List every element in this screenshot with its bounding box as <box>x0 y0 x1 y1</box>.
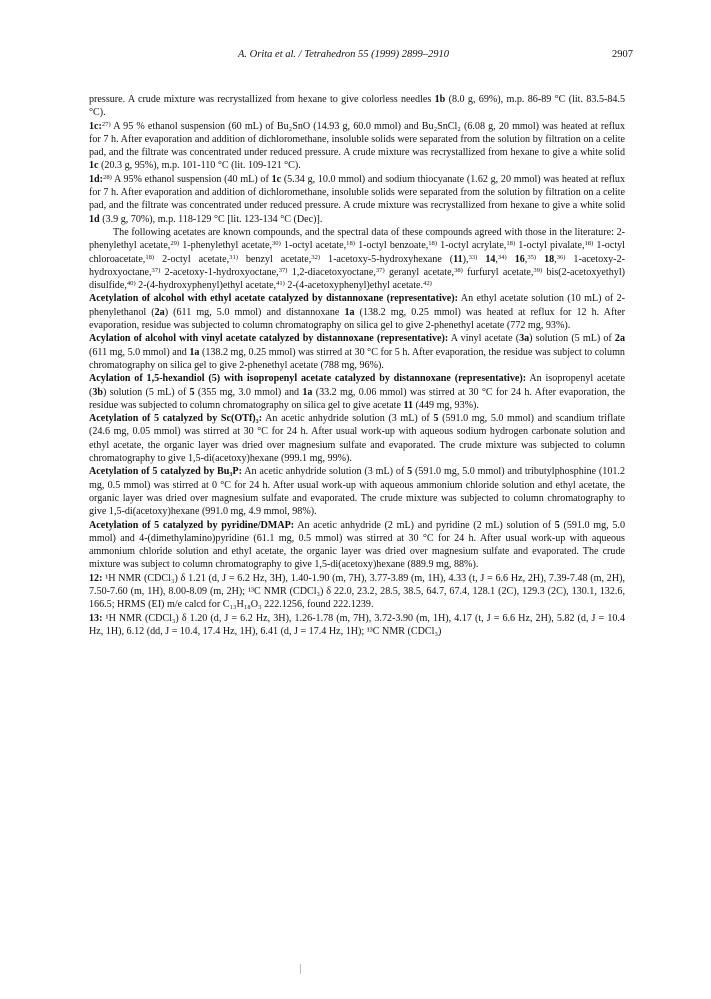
text-run: furfuryl acetate, <box>462 266 534 278</box>
bold-text: 1d: <box>89 173 104 185</box>
text-run: , <box>524 253 528 265</box>
text-run: 1-octyl chloroacetate, <box>89 240 625 265</box>
text-run: 1,2-diacetoxyoctane, <box>287 266 376 278</box>
bold-text: 3a <box>519 333 530 345</box>
bold-text: 14 <box>485 253 496 265</box>
paragraph-p1 <box>89 93 625 120</box>
text-run: (20.3 g, 95%), m.p. 101-110 °C (lit. 109-121 °C). <box>98 160 301 172</box>
bold-text: 5 <box>189 386 195 398</box>
article-body <box>89 93 625 638</box>
text-run: 1-octyl acetate, <box>280 240 347 252</box>
text-run: 1-octyl benzoate, <box>354 240 429 252</box>
reference-marker: 36) <box>556 253 566 261</box>
reference-marker: 32) <box>311 253 321 261</box>
bold-text: 1a <box>344 306 355 318</box>
text-run: An acetic anhydride (2 mL) and pyridine (2 mL) solution of <box>294 519 555 531</box>
text-run: ) solution (5 mL) of <box>103 386 190 398</box>
reference-marker: 38) <box>454 266 463 274</box>
text-run: (355 mg, 3.0 mmol) and <box>194 386 303 398</box>
text-run: 1-phenylethyl acetate, <box>179 240 272 252</box>
text-run: The following acetates are known compounds, and the spectral data of these compounds agreed with those in the literature: 2-phenylethyl acetate, <box>89 226 625 252</box>
reference-marker: 40) <box>126 280 136 288</box>
reference-marker: 27) <box>101 120 111 128</box>
paragraph-p8 <box>89 412 625 465</box>
text-run: (33.2 mg, 0.06 mmol) was stirred at 30 °C for 24 h. After evaporation, the residue was subjected to column chromatography on silica gel to give acetate <box>89 386 625 411</box>
paragraph-p3 <box>89 173 625 226</box>
paragraph-p9 <box>89 465 625 518</box>
text-run: An ethyl acetate solution (10 mL) of 2-phenylethanol ( <box>89 293 625 318</box>
bold-text: Acylation of alcohol with vinyl acetate catalyzed by distannoxane (representative): <box>89 333 449 345</box>
text-run: (8.0 g, 69%), m.p. 86-89 °C (lit. 83.5-84.5 °C). <box>89 94 626 119</box>
text-run: geranyl acetate, <box>384 266 455 278</box>
paragraph-p7 <box>89 372 625 412</box>
text-run: (5.34 g, 10.0 mmol) and sodium thiocyanate (1.62 g, 20 mmol) was heated at reflux for 7 h. After evaporation and addition of dichloromethane, insoluble solids were separated from the solution by filtration on a celite pad, and the filtrate was concentrated under reduced pressure. A crude mixture was recrystallized from hexane to give a white solid <box>89 173 625 212</box>
text-run: A 95 % ethanol suspension (60 mL) of Bu₂SnO (14.93 g, 60.0 mmol) and Bu₂SnCl₂ (6.08 g, 20 mmol) was heated at reflux for 7 h. After evaporation and addition of dichloromethane, insoluble solids were separated from the solution by filtration on a celite pad, and the filtrate was concentrated under reduced pressure. A crude mixture was recrystallized from hexane to give a white solid <box>89 120 625 159</box>
bold-text: 5 <box>433 413 439 425</box>
text-run: 2-(4-acetoxyphenyl)ethyl acetate. <box>284 280 424 292</box>
bold-text: 1c <box>89 160 99 172</box>
text-run: benzyl acetate, <box>237 253 312 265</box>
text-run <box>536 254 544 265</box>
paragraph-p4 <box>89 226 625 292</box>
bold-text: 3b <box>92 386 104 398</box>
text-run: pressure. A crude mixture was recrystallized from hexane to give colorless needles <box>89 94 435 105</box>
text-run: (138.2 mg, 0.25 mmol) was heated at reflux for 12 h. After evaporation, residue was subjected to column chromatography on silica gel to give 2-phenethyl acetate (772 mg, 93%). <box>89 306 625 332</box>
text-run: ) (611 mg, 5.0 mmol) and distannoxane <box>164 306 345 318</box>
text-run: 2-acetoxy-1-hydroxyoctane, <box>160 266 279 278</box>
bold-text: 1a <box>302 386 313 398</box>
journal-citation: A. Orita et al. / Tetrahedron 55 (1999) 2899–2910 <box>238 49 449 60</box>
bold-text: 1c: <box>89 120 102 132</box>
bold-text: Acetylation of 5 catalyzed by pyridine/DMAP: <box>89 519 295 531</box>
text-run: 2-(4-hydroxyphenyl)ethyl acetate, <box>135 280 277 292</box>
reference-marker: 29) <box>170 240 180 248</box>
text-run: , <box>495 253 498 265</box>
bold-text: Acetylation of 5 catalyzed by Bu₃P: <box>89 466 242 478</box>
text-run: (591.0 mg, 5.0 mmol) and scandium triflate (24.6 mg, 0.05 mmol) was stirred at 30 °C for 24 h. After usual work-up with aqueous sodium hydrogen carbonate solution and ethyl acetate, the organic layer was dried over magnesium sulfate and evaporated. The crude mixture was subjected to column chromatography to give 1,5-di(acetoxy)hexane (999.1 mg, 99%). <box>89 413 625 465</box>
page-number: 2907 <box>612 49 633 60</box>
reference-marker: 42) <box>423 280 432 288</box>
text-run: bis(2-acetoxyethyl) disulfide, <box>89 266 625 292</box>
text-run: 1-octyl pivalate, <box>515 240 585 252</box>
bold-text: 1d <box>89 213 100 225</box>
paragraph-p2 <box>89 120 625 173</box>
bold-text: Acetylation of alcohol with ethyl acetate catalyzed by distannoxane (representative): <box>89 293 459 305</box>
bold-text: 2a <box>154 306 165 318</box>
bold-text: 1b <box>434 94 446 105</box>
bold-text: 1c <box>271 173 282 185</box>
text-run: , <box>554 253 557 265</box>
reference-marker: 18) <box>145 253 155 261</box>
reference-marker: 41) <box>276 280 285 288</box>
text-run: (449 mg, 93%). <box>413 399 479 411</box>
text-run: A 95% ethanol suspension (40 mL) of <box>111 173 272 185</box>
reference-marker: 37) <box>151 266 161 274</box>
text-run: ¹H NMR (CDCl₃) δ 1.20 (d, J = 6.2 Hz, 3H), 1.26-1.78 (m, 7H), 3.72-3.90 (m, 1H), 4.17 (t, J = 6.6 Hz, 2H), 5.82 (d, J = 10.4 Hz, 1H), 6.12 (dd, J = 10.4, 17.4 Hz, 1H), 6.41 (d, J = 17.4 Hz, 1H); ¹³C NMR (CDCl₃) <box>89 612 625 637</box>
reference-marker: 30) <box>271 240 281 248</box>
bold-text: 1a <box>189 346 200 358</box>
bold-text: 16 <box>514 253 525 265</box>
bold-text: Acetylation of 5 catalyzed by Sc(OTf)₃: <box>89 413 263 425</box>
bold-text: 13: <box>89 612 103 624</box>
bold-text: 5 <box>407 466 413 478</box>
paragraph-p6 <box>89 332 625 372</box>
text-run: 1-acetoxy-2-hydroxyoctane, <box>89 253 625 278</box>
paragraph-p11 <box>89 572 625 612</box>
text-run: (611 mg, 5.0 mmol) and <box>89 346 190 358</box>
bold-text: 18 <box>544 253 555 265</box>
paragraph-p12 <box>89 612 625 639</box>
reference-marker: 18) <box>346 240 355 248</box>
text-run: (591.0 mg, 5.0 mmol) and tributylphosphine (101.2 mg, 0.5 mmol) was stirred at 0 °C for 24 h. After usual work-up with aqueous ammonium chloride solution and ethyl acetate, the organic layer was dried over magnesium sulfate and evaporated. The crude mixture was subjected to column chromatography to give 1,5-di(acetoxy)hexane (991.0 mg, 4.9 mmol, 98%). <box>89 466 625 518</box>
reference-marker: 35) <box>527 253 537 261</box>
reference-marker: 28) <box>103 173 112 181</box>
bold-text: 2a <box>614 333 626 345</box>
reference-marker: 18) <box>584 240 594 248</box>
reference-marker: 18) <box>506 240 516 248</box>
text-run: An acetic anhydride solution (3 mL) of <box>241 466 408 478</box>
text-run: An isopropenyl acetate ( <box>89 373 625 398</box>
scan-mark <box>300 964 301 974</box>
paragraph-p10 <box>89 519 625 572</box>
reference-marker: 31) <box>229 253 238 261</box>
text-run <box>507 254 515 265</box>
text-run: (591.0 mg, 5.0 mmol) and 4-(dimethylamino)pyridine (61.1 mg, 0.5 mmol) was stirred at 30 °C for 24 h. After usual work-up with aqueous ammonium chloride solution and ethyl acetate, the organic layer was dried over magnesium sulfate and evaporated. The crude mixture was subject to column chromatography to give 1,5-di(acetoxy)hexane (889.9 mg, 88%). <box>89 519 625 571</box>
bold-text: 12: <box>89 572 103 584</box>
reference-marker: 33) <box>468 253 478 261</box>
running-header <box>0 49 711 65</box>
text-run: A vinyl acetate ( <box>448 333 520 345</box>
bold-text: 5 <box>554 519 560 531</box>
text-run: 1-acetoxy-5-hydroxyhexane ( <box>320 253 454 265</box>
text-run: ¹H NMR (CDCl₃) δ 1.21 (d, J = 6.2 Hz, 3H), 1.40-1.90 (m, 7H), 3.77-3.89 (m, 1H), 4.33 (t, J = 6.6 Hz, 2H), 7.39-7.48 (m, 2H), 7.50-7.60 (m, 1H), 8.00-8.09 (m, 2H); ¹³C NMR (CDCl₃) δ 22.0, 23.2, 28.5, 38.5, 64.7, 67.4, 128.1 (2C), 129.3 (2C), 130.1, 132.6, 166.5; HRMS (EI) m/e calcd for C₁₃H₁₈O₃ 222.1256, found 222.1239. <box>89 572 625 611</box>
text-run: An acetic anhydride solution (3 mL) of <box>262 413 434 425</box>
reference-marker: 39) <box>533 266 543 274</box>
paragraph-p5 <box>89 292 625 332</box>
bold-text: 11 <box>403 399 414 411</box>
text-run: 2-octyl acetate, <box>154 253 230 265</box>
reference-marker: 18) <box>428 240 438 248</box>
reference-marker: 37) <box>375 266 385 274</box>
text-run: 1-octyl acrylate, <box>437 240 507 252</box>
text-run: (138.2 mg, 0.25 mmol) was stirred at 30 °C for 5 h. After evaporation, the residue was subject to column chromatography on silica gel to give 2-phenethyl acetate (788 mg, 96%). <box>89 346 625 371</box>
reference-marker: 37) <box>278 266 288 274</box>
text-run: ) solution (5 mL) of <box>529 333 615 345</box>
text-run: (3.9 g, 70%), m.p. 118-129 °C [lit. 123-134 °C (Dec)]. <box>99 213 323 225</box>
text-run: ), <box>462 253 469 265</box>
bold-text: Acylation of 1,5-hexandiol (5) with isopropenyl acetate catalyzed by distannoxane (representative): <box>89 373 527 385</box>
bold-text: 11 <box>453 253 463 265</box>
reference-marker: 34) <box>497 253 507 261</box>
